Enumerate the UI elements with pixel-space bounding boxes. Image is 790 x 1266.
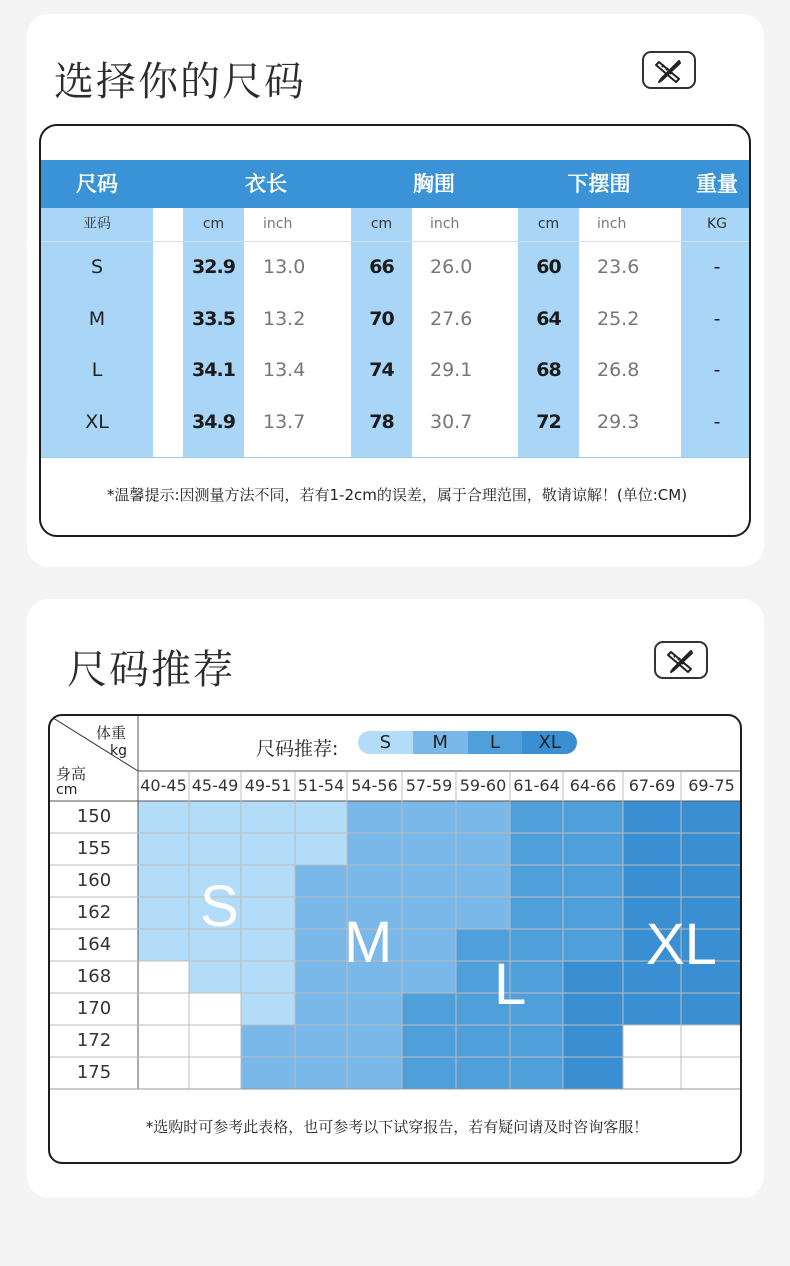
header-size: 尺码 xyxy=(76,172,118,196)
size-cell-hem-inch: 23.6 xyxy=(597,256,640,278)
size-table xyxy=(39,124,751,537)
header-length: 衣长 xyxy=(245,172,287,196)
height-label: 168 xyxy=(76,966,112,987)
size-cell-weight: - xyxy=(713,307,721,330)
weight-range-label: 67-69 xyxy=(628,776,676,795)
height-label: 150 xyxy=(76,806,112,827)
subheader-chest-inch: inch xyxy=(430,216,460,232)
size-cell-chest-inch: 30.7 xyxy=(430,410,473,433)
size-cell-size: XL xyxy=(85,410,109,433)
legend-xl: XL xyxy=(522,731,577,754)
header-weight: 重量 xyxy=(696,172,738,196)
size-recommend-card xyxy=(27,599,764,1198)
height-label: 170 xyxy=(76,998,112,1019)
header-hem: 下摆围 xyxy=(567,172,631,196)
divider xyxy=(41,457,751,458)
size-cell-hem-cm: 72 xyxy=(536,410,561,433)
size-cell-size: S xyxy=(90,256,104,278)
corner-height-label: 身高 xyxy=(56,765,87,783)
size-cell-chest-inch: 26.0 xyxy=(430,256,473,278)
weight-range-label: 45-49 xyxy=(191,776,239,795)
size-cell-length-inch: 13.0 xyxy=(263,256,306,278)
size-cell-weight: - xyxy=(713,410,721,433)
corner-weight-unit: kg xyxy=(110,743,127,759)
size-cell-chest-cm: 78 xyxy=(369,410,394,433)
legend-l: L xyxy=(468,731,523,754)
subheader-length-inch: inch xyxy=(263,216,293,232)
size-cell-length-inch: 13.7 xyxy=(263,410,306,433)
measurement-note: *温馨提示:因测量方法不同，若有1-2cm的误差，属于合理范围，敬请谅解！(单位:CM) xyxy=(106,486,688,504)
height-label: 175 xyxy=(76,1062,112,1083)
weight-range-label: 51-54 xyxy=(297,776,345,795)
size-table-header xyxy=(41,160,751,208)
subheader-chest-cm: cm xyxy=(370,216,393,232)
size-cell-hem-inch: 29.3 xyxy=(597,410,640,433)
weight-range-label: 54-56 xyxy=(351,776,398,795)
size-cell-chest-cm: 66 xyxy=(369,256,394,278)
big-size-label-l: L xyxy=(494,952,527,1017)
size-cell-chest-cm: 74 xyxy=(369,359,394,381)
size-cell-length-cm: 34.9 xyxy=(192,410,235,433)
size-cell-hem-cm: 68 xyxy=(536,359,561,381)
size-cell-weight: - xyxy=(713,256,721,278)
ruler-pencil-icon xyxy=(654,641,708,679)
subheader-size: 亚码 xyxy=(83,216,111,232)
big-size-label-xl: XL xyxy=(646,912,717,977)
legend-s: S xyxy=(358,731,413,754)
size-cell-size: L xyxy=(91,359,103,381)
weight-range-label: 59-60 xyxy=(459,776,507,795)
size-cell-hem-inch: 25.2 xyxy=(597,307,640,330)
corner-weight-label: 体重 xyxy=(96,724,127,742)
size-recommend-title: 尺码推荐 xyxy=(67,647,235,693)
big-size-label-m: M xyxy=(344,910,393,975)
size-chart-title: 选择你的尺码 xyxy=(54,59,306,105)
size-cell-weight: - xyxy=(713,359,721,381)
weight-range-label: 49-51 xyxy=(244,776,292,795)
height-label: 162 xyxy=(76,902,112,923)
grid-lines xyxy=(50,716,742,1116)
header-chest: 胸围 xyxy=(413,172,455,196)
size-cell-hem-cm: 64 xyxy=(536,307,561,330)
subheader-weight: KG xyxy=(706,216,728,232)
size-cell-length-cm: 33.5 xyxy=(192,307,235,330)
size-recommend-table xyxy=(48,714,742,1164)
weight-range-label: 64-66 xyxy=(569,776,617,795)
size-cell-length-cm: 34.1 xyxy=(192,359,235,381)
weight-range-label: 57-59 xyxy=(405,776,453,795)
height-label: 172 xyxy=(76,1030,112,1051)
size-chart-card xyxy=(27,14,764,567)
size-cell-size: M xyxy=(88,307,106,330)
subheader-length-cm: cm xyxy=(202,216,225,232)
weight-range-label: 40-45 xyxy=(140,776,187,795)
subheader-hem-cm: cm xyxy=(537,216,560,232)
size-cell-length-inch: 13.2 xyxy=(263,307,306,330)
size-cell-chest-cm: 70 xyxy=(369,307,394,330)
height-label: 164 xyxy=(76,934,112,955)
legend-label: 尺码推荐: xyxy=(256,738,339,760)
size-cell-hem-inch: 26.8 xyxy=(597,359,640,381)
weight-range-label: 61-64 xyxy=(513,776,560,795)
ruler-pencil-icon xyxy=(642,51,696,89)
big-size-label-s: S xyxy=(200,874,239,939)
weight-range-label: 69-75 xyxy=(688,776,735,795)
size-cell-chest-inch: 27.6 xyxy=(430,307,473,330)
size-cell-length-cm: 32.9 xyxy=(192,256,235,278)
size-cell-chest-inch: 29.1 xyxy=(430,359,473,381)
height-label: 160 xyxy=(76,870,112,891)
height-label: 155 xyxy=(76,838,112,859)
legend-m: M xyxy=(413,731,468,754)
corner-height-unit: cm xyxy=(56,782,78,798)
recommend-note: *选购时可参考此表格，也可参考以下试穿报告，若有疑问请及时咨询客服！ xyxy=(145,1118,649,1136)
size-cell-length-inch: 13.4 xyxy=(263,359,306,381)
subheader-hem-inch: inch xyxy=(597,216,627,232)
size-cell-hem-cm: 60 xyxy=(536,256,561,278)
